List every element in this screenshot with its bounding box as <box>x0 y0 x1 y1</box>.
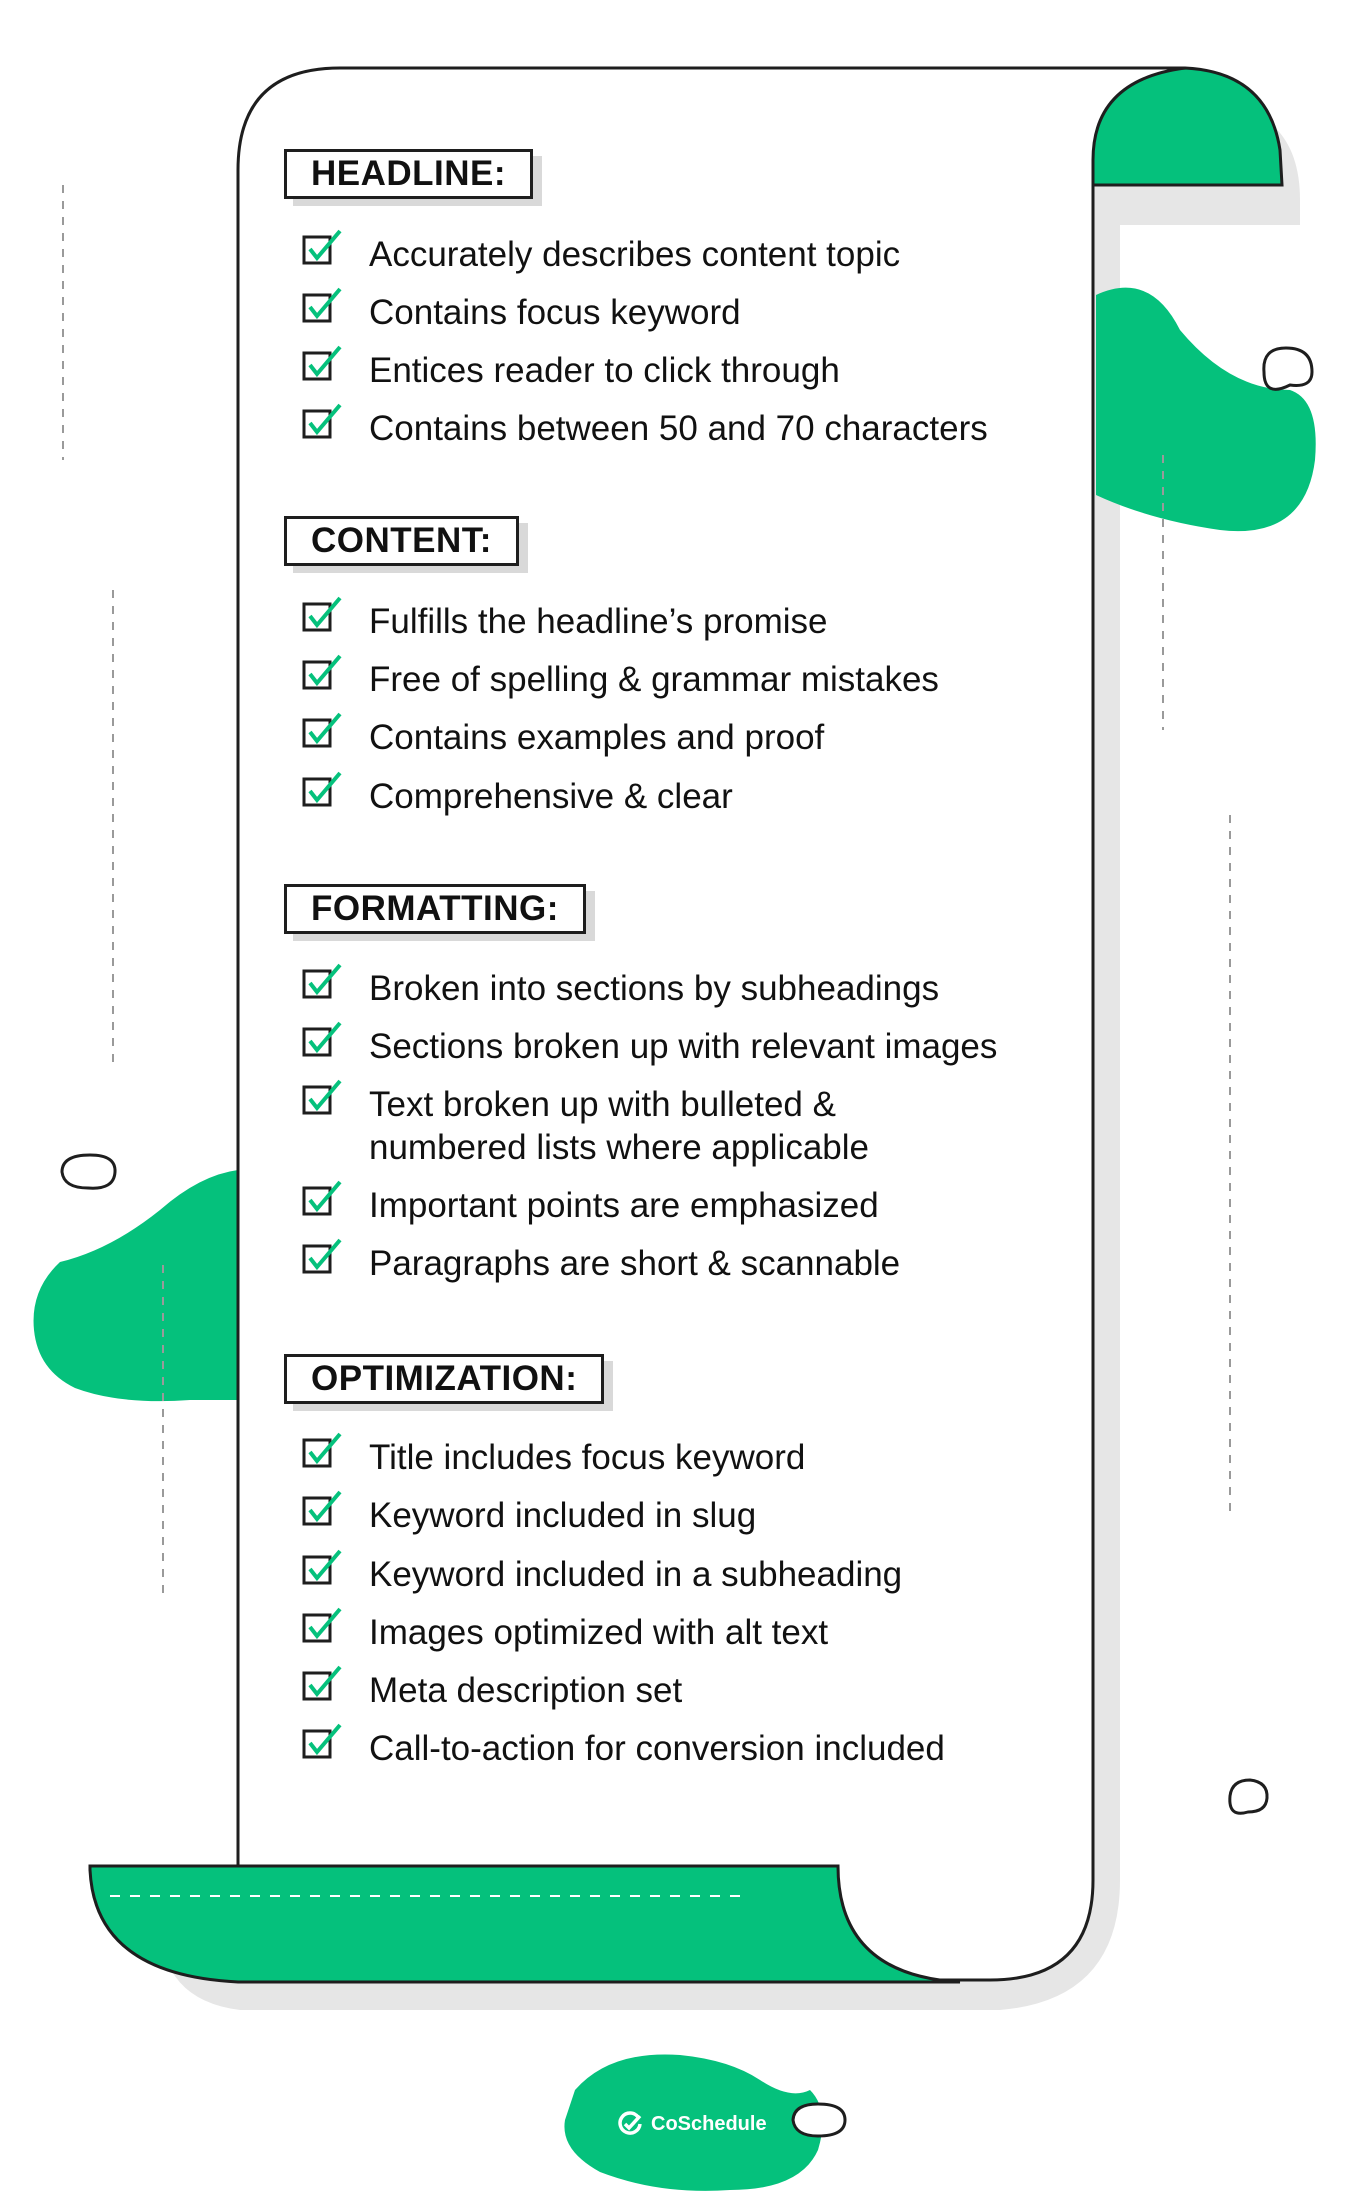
checklist-item <box>300 600 1069 643</box>
checklist-item <box>300 1025 1069 1068</box>
checklist-item-text: Keyword included in slug <box>369 1496 757 1535</box>
checklist-item <box>300 1669 1069 1712</box>
checkbox-checked-icon <box>300 1603 344 1647</box>
checkbox-checked-icon <box>300 708 344 752</box>
checklist-item <box>300 1727 1069 1770</box>
brand-name: CoSchedule <box>651 2112 767 2135</box>
checklist-item <box>300 349 1069 392</box>
checklist-item-text: Keyword included in a subheading <box>369 1555 903 1594</box>
checkbox-checked-icon <box>300 1017 344 1061</box>
checkbox-checked-icon <box>300 592 344 636</box>
checklist-item-text: Entices reader to click through <box>369 351 840 390</box>
checklist-item <box>300 407 1069 450</box>
checklist-item-text: Broken into sections by subheadings <box>369 969 940 1008</box>
checklist-item <box>300 1611 1069 1654</box>
checkbox-checked-icon <box>300 1234 344 1278</box>
checklist-item-text: Fulfills the headline’s promise <box>369 602 828 641</box>
checklist-item-text: Sections broken up with relevant images <box>369 1027 998 1066</box>
checkbox-checked-icon <box>300 959 344 1003</box>
scroll-bottom-roll <box>90 1866 960 1982</box>
checklist-item-text: Contains examples and proof <box>369 718 825 757</box>
checklist-item-text: Text broken up with bulleted & numbered lists where applicable <box>369 1085 869 1167</box>
checklist-item <box>300 1242 1069 1285</box>
checklist-item <box>300 1436 1069 1479</box>
checklist-item <box>300 233 1069 276</box>
checkbox-checked-icon <box>300 399 344 443</box>
coschedule-check-icon <box>617 2111 643 2137</box>
checklist-item-text: Contains between 50 and 70 characters <box>369 409 988 448</box>
checkbox-checked-icon <box>300 767 344 811</box>
section-heading: CONTENT: <box>284 516 519 566</box>
checklist-item-text: Comprehensive & clear <box>369 777 733 816</box>
checkbox-checked-icon <box>300 1486 344 1530</box>
checklist-item-text: Free of spelling & grammar mistakes <box>369 660 939 699</box>
section-heading: FORMATTING: <box>284 884 586 934</box>
brand-logo <box>617 2104 767 2144</box>
checklist-item-text: Images optimized with alt text <box>369 1613 829 1652</box>
checkbox-checked-icon <box>300 650 344 694</box>
checkbox-checked-icon <box>300 1176 344 1220</box>
section-heading: HEADLINE: <box>284 149 533 199</box>
checklist-item <box>300 967 1069 1010</box>
checklist-item <box>300 1494 1069 1537</box>
green-blob-right <box>1096 288 1316 531</box>
checklist-item <box>300 1184 1069 1227</box>
checkbox-checked-icon <box>300 1719 344 1763</box>
green-blob-left <box>34 1170 238 1401</box>
checklist-item-text: Accurately describes content topic <box>369 235 901 274</box>
checkbox-checked-icon <box>300 1075 344 1119</box>
checklist-item-text: Contains focus keyword <box>369 293 741 332</box>
checklist-item <box>300 1083 889 1169</box>
checklist-item-text: Call-to-action for conversion included <box>369 1729 945 1768</box>
checkbox-checked-icon <box>300 1428 344 1472</box>
checklist-item <box>300 716 1069 759</box>
checkbox-checked-icon <box>300 283 344 327</box>
checkbox-checked-icon <box>300 1661 344 1705</box>
checkbox-checked-icon <box>300 1545 344 1589</box>
section-heading: OPTIMIZATION: <box>284 1354 604 1404</box>
checklist-item-text: Meta description set <box>369 1671 683 1710</box>
checkbox-checked-icon <box>300 341 344 385</box>
checklist-item <box>300 291 1069 334</box>
checklist-item <box>300 775 1069 818</box>
checklist-item <box>300 1553 1069 1596</box>
checklist-item-text: Important points are emphasized <box>369 1186 879 1225</box>
checklist-item-text: Paragraphs are short & scannable <box>369 1244 901 1283</box>
checklist-item-text: Title includes focus keyword <box>369 1438 806 1477</box>
checklist-item <box>300 658 1069 701</box>
checkbox-checked-icon <box>300 225 344 269</box>
